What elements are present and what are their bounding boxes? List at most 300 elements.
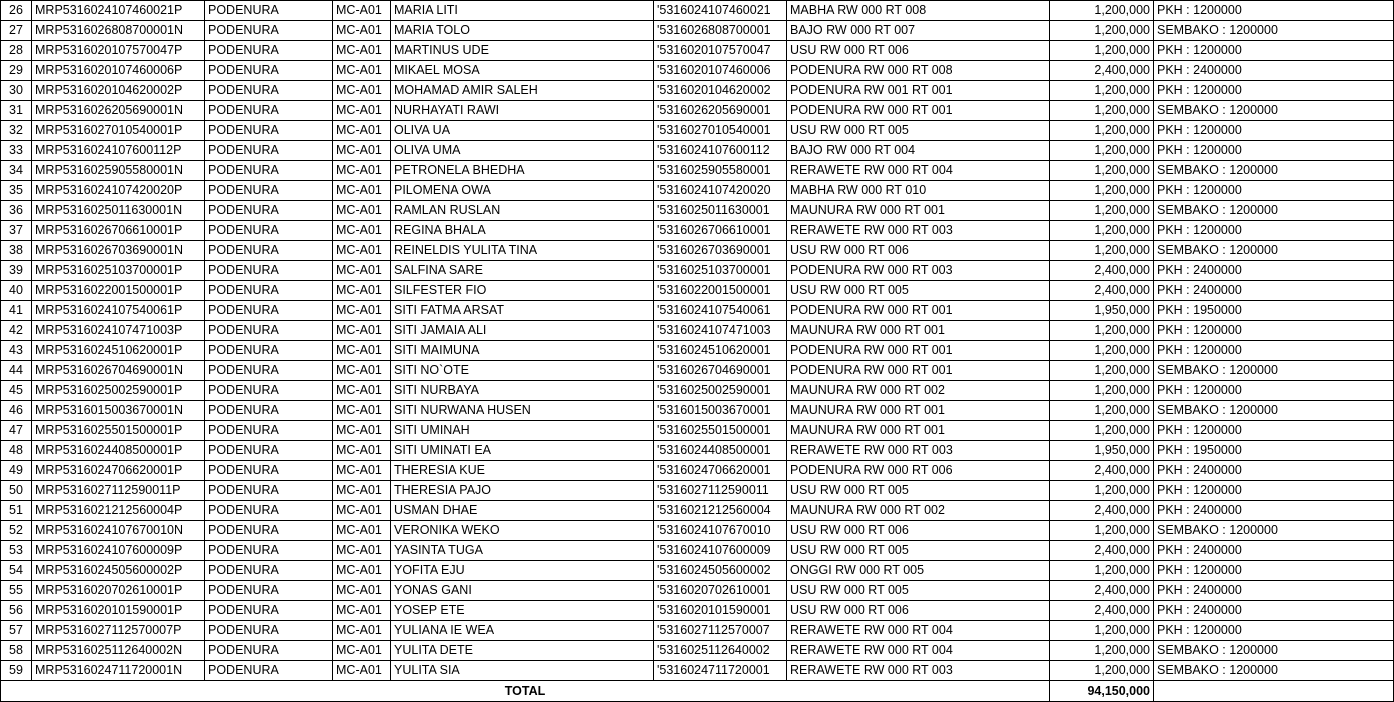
village-cell: PODENURA xyxy=(205,421,333,441)
program-cell: PKH : 2400000 xyxy=(1154,61,1394,81)
nik-cell: '5316025011630001 xyxy=(654,201,787,221)
table-row xyxy=(1,501,1394,521)
recipient-id-cell: MRP5316020702610001P xyxy=(32,581,205,601)
name-cell: SALFINA SARE xyxy=(391,261,654,281)
table-row xyxy=(1,601,1394,621)
nik-cell: '5316026706610001 xyxy=(654,221,787,241)
recipient-id-cell: MRP5316024107600112P xyxy=(32,141,205,161)
nik-cell: '5316020107460006 xyxy=(654,61,787,81)
village-cell: PODENURA xyxy=(205,1,333,21)
address-cell: RERAWETE RW 000 RT 003 xyxy=(787,221,1050,241)
village-cell: PODENURA xyxy=(205,281,333,301)
amount-cell: 1,200,000 xyxy=(1050,161,1154,181)
table-row xyxy=(1,621,1394,641)
recipient-id-cell: MRP5316026704690001N xyxy=(32,361,205,381)
amount-cell: 1,200,000 xyxy=(1050,141,1154,161)
row-number-cell: 32 xyxy=(1,121,32,141)
table-row xyxy=(1,121,1394,141)
recipient-id-cell: MRP5316024510620001P xyxy=(32,341,205,361)
row-number-cell: 37 xyxy=(1,221,32,241)
row-number-cell: 27 xyxy=(1,21,32,41)
amount-cell: 1,200,000 xyxy=(1050,201,1154,221)
program-cell: PKH : 1200000 xyxy=(1154,561,1394,581)
row-number-cell: 42 xyxy=(1,321,32,341)
recipient-id-cell: MRP5316024408500001P xyxy=(32,441,205,461)
table-row xyxy=(1,261,1394,281)
program-cell: PKH : 1950000 xyxy=(1154,301,1394,321)
name-cell: YOFITA EJU xyxy=(391,561,654,581)
row-number-cell: 30 xyxy=(1,81,32,101)
recipient-id-cell: MRP5316024107670010N xyxy=(32,521,205,541)
amount-cell: 1,200,000 xyxy=(1050,21,1154,41)
code-cell: MC-A01 xyxy=(333,561,391,581)
name-cell: MIKAEL MOSA xyxy=(391,61,654,81)
program-cell: PKH : 1200000 xyxy=(1154,381,1394,401)
amount-cell: 1,200,000 xyxy=(1050,1,1154,21)
name-cell: SILFESTER FIO xyxy=(391,281,654,301)
nik-cell: '5316021212560004 xyxy=(654,501,787,521)
recipient-id-cell: MRP5316026808700001N xyxy=(32,21,205,41)
name-cell: OLIVA UA xyxy=(391,121,654,141)
name-cell: YULIANA IE WEA xyxy=(391,621,654,641)
row-number-cell: 57 xyxy=(1,621,32,641)
address-cell: PODENURA RW 000 RT 003 xyxy=(787,261,1050,281)
code-cell: MC-A01 xyxy=(333,341,391,361)
nik-cell: '5316024505600002 xyxy=(654,561,787,581)
program-cell: SEMBAKO : 1200000 xyxy=(1154,161,1394,181)
program-cell: PKH : 2400000 xyxy=(1154,261,1394,281)
table-row xyxy=(1,441,1394,461)
address-cell: USU RW 000 RT 006 xyxy=(787,41,1050,61)
recipient-id-cell: MRP5316026703690001N xyxy=(32,241,205,261)
program-cell: PKH : 2400000 xyxy=(1154,541,1394,561)
code-cell: MC-A01 xyxy=(333,241,391,261)
row-number-cell: 58 xyxy=(1,641,32,661)
name-cell: YOSEP ETE xyxy=(391,601,654,621)
name-cell: YULITA DETE xyxy=(391,641,654,661)
row-number-cell: 33 xyxy=(1,141,32,161)
address-cell: USU RW 000 RT 005 xyxy=(787,281,1050,301)
village-cell: PODENURA xyxy=(205,461,333,481)
table-row xyxy=(1,541,1394,561)
address-cell: MAUNURA RW 000 RT 001 xyxy=(787,321,1050,341)
address-cell: MAUNURA RW 000 RT 001 xyxy=(787,421,1050,441)
amount-cell: 2,400,000 xyxy=(1050,461,1154,481)
name-cell: MARTINUS UDE xyxy=(391,41,654,61)
village-cell: PODENURA xyxy=(205,501,333,521)
code-cell: MC-A01 xyxy=(333,421,391,441)
nik-cell: '5316020107570047 xyxy=(654,41,787,61)
village-cell: PODENURA xyxy=(205,661,333,681)
nik-cell: '5316024107540061 xyxy=(654,301,787,321)
table-body xyxy=(1,1,1394,681)
name-cell: SITI UMINAH xyxy=(391,421,654,441)
village-cell: PODENURA xyxy=(205,41,333,61)
program-cell: SEMBAKO : 1200000 xyxy=(1154,641,1394,661)
name-cell: OLIVA UMA xyxy=(391,141,654,161)
recipient-id-cell: MRP5316025103700001P xyxy=(32,261,205,281)
name-cell: SITI NURWANA HUSEN xyxy=(391,401,654,421)
recipient-id-cell: MRP5316027010540001P xyxy=(32,121,205,141)
address-cell: PODENURA RW 000 RT 001 xyxy=(787,341,1050,361)
name-cell: NURHAYATI RAWI xyxy=(391,101,654,121)
name-cell: SITI FATMA ARSAT xyxy=(391,301,654,321)
table-row xyxy=(1,401,1394,421)
village-cell: PODENURA xyxy=(205,221,333,241)
amount-cell: 1,950,000 xyxy=(1050,301,1154,321)
name-cell: USMAN DHAE xyxy=(391,501,654,521)
amount-cell: 1,200,000 xyxy=(1050,561,1154,581)
amount-cell: 1,200,000 xyxy=(1050,81,1154,101)
address-cell: USU RW 000 RT 006 xyxy=(787,601,1050,621)
village-cell: PODENURA xyxy=(205,341,333,361)
program-cell: SEMBAKO : 1200000 xyxy=(1154,361,1394,381)
nik-cell: '5316025905580001 xyxy=(654,161,787,181)
amount-cell: 1,200,000 xyxy=(1050,181,1154,201)
row-number-cell: 47 xyxy=(1,421,32,441)
row-number-cell: 55 xyxy=(1,581,32,601)
nik-cell: '5316020104620002 xyxy=(654,81,787,101)
address-cell: USU RW 000 RT 005 xyxy=(787,541,1050,561)
code-cell: MC-A01 xyxy=(333,381,391,401)
name-cell: SITI NURBAYA xyxy=(391,381,654,401)
program-cell: SEMBAKO : 1200000 xyxy=(1154,661,1394,681)
nik-cell: '5316024711720001 xyxy=(654,661,787,681)
address-cell: RERAWETE RW 000 RT 003 xyxy=(787,441,1050,461)
address-cell: PODENURA RW 000 RT 008 xyxy=(787,61,1050,81)
row-number-cell: 39 xyxy=(1,261,32,281)
row-number-cell: 41 xyxy=(1,301,32,321)
row-number-cell: 34 xyxy=(1,161,32,181)
amount-cell: 1,950,000 xyxy=(1050,441,1154,461)
recipient-id-cell: MRP5316024107460021P xyxy=(32,1,205,21)
row-number-cell: 56 xyxy=(1,601,32,621)
village-cell: PODENURA xyxy=(205,261,333,281)
nik-cell: '5316024107670010 xyxy=(654,521,787,541)
nik-cell: '5316025112640002 xyxy=(654,641,787,661)
village-cell: PODENURA xyxy=(205,581,333,601)
recipient-id-cell: MRP5316020101590001P xyxy=(32,601,205,621)
table-row xyxy=(1,301,1394,321)
nik-cell: '5316027112570007 xyxy=(654,621,787,641)
nik-cell: '5316024107460021 xyxy=(654,1,787,21)
recipient-id-cell: MRP5316025112640002N xyxy=(32,641,205,661)
village-cell: PODENURA xyxy=(205,61,333,81)
recipient-id-cell: MRP5316027112570007P xyxy=(32,621,205,641)
program-cell: SEMBAKO : 1200000 xyxy=(1154,21,1394,41)
table-row xyxy=(1,221,1394,241)
code-cell: MC-A01 xyxy=(333,621,391,641)
village-cell: PODENURA xyxy=(205,21,333,41)
name-cell: SITI UMINATI EA xyxy=(391,441,654,461)
recipient-id-cell: MRP5316020104620002P xyxy=(32,81,205,101)
row-number-cell: 53 xyxy=(1,541,32,561)
address-cell: MAUNURA RW 000 RT 001 xyxy=(787,201,1050,221)
table-row xyxy=(1,461,1394,481)
nik-cell: '5316024107471003 xyxy=(654,321,787,341)
village-cell: PODENURA xyxy=(205,641,333,661)
nik-cell: '5316024408500001 xyxy=(654,441,787,461)
code-cell: MC-A01 xyxy=(333,321,391,341)
code-cell: MC-A01 xyxy=(333,161,391,181)
address-cell: USU RW 000 RT 005 xyxy=(787,581,1050,601)
table-row xyxy=(1,41,1394,61)
amount-cell: 1,200,000 xyxy=(1050,41,1154,61)
code-cell: MC-A01 xyxy=(333,201,391,221)
program-cell: PKH : 1200000 xyxy=(1154,81,1394,101)
address-cell: PODENURA RW 000 RT 001 xyxy=(787,361,1050,381)
row-number-cell: 49 xyxy=(1,461,32,481)
code-cell: MC-A01 xyxy=(333,441,391,461)
village-cell: PODENURA xyxy=(205,441,333,461)
program-cell: PKH : 2400000 xyxy=(1154,581,1394,601)
program-cell: PKH : 2400000 xyxy=(1154,501,1394,521)
village-cell: PODENURA xyxy=(205,561,333,581)
table-row xyxy=(1,641,1394,661)
address-cell: MAUNURA RW 000 RT 002 xyxy=(787,501,1050,521)
table-row xyxy=(1,421,1394,441)
amount-cell: 1,200,000 xyxy=(1050,341,1154,361)
village-cell: PODENURA xyxy=(205,481,333,501)
code-cell: MC-A01 xyxy=(333,541,391,561)
nik-cell: '5316025501500001 xyxy=(654,421,787,441)
code-cell: MC-A01 xyxy=(333,521,391,541)
table-row xyxy=(1,321,1394,341)
code-cell: MC-A01 xyxy=(333,501,391,521)
table-row xyxy=(1,361,1394,381)
address-cell: USU RW 000 RT 005 xyxy=(787,121,1050,141)
recipient-id-cell: MRP5316024107420020P xyxy=(32,181,205,201)
amount-cell: 2,400,000 xyxy=(1050,501,1154,521)
amount-cell: 1,200,000 xyxy=(1050,521,1154,541)
amount-cell: 1,200,000 xyxy=(1050,321,1154,341)
amount-cell: 1,200,000 xyxy=(1050,241,1154,261)
name-cell: REINELDIS YULITA TINA xyxy=(391,241,654,261)
name-cell: YONAS GANI xyxy=(391,581,654,601)
table-row xyxy=(1,341,1394,361)
code-cell: MC-A01 xyxy=(333,181,391,201)
amount-cell: 1,200,000 xyxy=(1050,361,1154,381)
code-cell: MC-A01 xyxy=(333,41,391,61)
row-number-cell: 52 xyxy=(1,521,32,541)
table-row xyxy=(1,581,1394,601)
program-cell: PKH : 2400000 xyxy=(1154,461,1394,481)
village-cell: PODENURA xyxy=(205,601,333,621)
recipient-id-cell: MRP5316020107460006P xyxy=(32,61,205,81)
recipient-id-cell: MRP5316020107570047P xyxy=(32,41,205,61)
table-row xyxy=(1,141,1394,161)
address-cell: BAJO RW 000 RT 007 xyxy=(787,21,1050,41)
nik-cell: '5316025002590001 xyxy=(654,381,787,401)
program-cell: PKH : 1200000 xyxy=(1154,41,1394,61)
name-cell: RAMLAN RUSLAN xyxy=(391,201,654,221)
address-cell: MAUNURA RW 000 RT 002 xyxy=(787,381,1050,401)
amount-cell: 1,200,000 xyxy=(1050,621,1154,641)
recipient-id-cell: MRP5316025002590001P xyxy=(32,381,205,401)
nik-cell: '5316024510620001 xyxy=(654,341,787,361)
recipient-id-cell: MRP5316027112590011P xyxy=(32,481,205,501)
address-cell: USU RW 000 RT 006 xyxy=(787,521,1050,541)
code-cell: MC-A01 xyxy=(333,21,391,41)
code-cell: MC-A01 xyxy=(333,101,391,121)
village-cell: PODENURA xyxy=(205,361,333,381)
row-number-cell: 38 xyxy=(1,241,32,261)
row-number-cell: 31 xyxy=(1,101,32,121)
program-cell: PKH : 2400000 xyxy=(1154,281,1394,301)
code-cell: MC-A01 xyxy=(333,461,391,481)
code-cell: MC-A01 xyxy=(333,361,391,381)
name-cell: REGINA BHALA xyxy=(391,221,654,241)
address-cell: MABHA RW 000 RT 010 xyxy=(787,181,1050,201)
total-row xyxy=(1,681,1394,702)
address-cell: MAUNURA RW 000 RT 001 xyxy=(787,401,1050,421)
row-number-cell: 26 xyxy=(1,1,32,21)
code-cell: MC-A01 xyxy=(333,661,391,681)
name-cell: THERESIA KUE xyxy=(391,461,654,481)
address-cell: ONGGI RW 000 RT 005 xyxy=(787,561,1050,581)
village-cell: PODENURA xyxy=(205,521,333,541)
address-cell: RERAWETE RW 000 RT 004 xyxy=(787,641,1050,661)
table-row xyxy=(1,101,1394,121)
row-number-cell: 51 xyxy=(1,501,32,521)
row-number-cell: 46 xyxy=(1,401,32,421)
amount-cell: 1,200,000 xyxy=(1050,121,1154,141)
village-cell: PODENURA xyxy=(205,541,333,561)
nik-cell: '5316027112590011 xyxy=(654,481,787,501)
row-number-cell: 48 xyxy=(1,441,32,461)
nik-cell: '5316020702610001 xyxy=(654,581,787,601)
program-cell: SEMBAKO : 1200000 xyxy=(1154,401,1394,421)
program-cell: SEMBAKO : 1200000 xyxy=(1154,201,1394,221)
nik-cell: '5316026205690001 xyxy=(654,101,787,121)
table-row xyxy=(1,561,1394,581)
amount-cell: 1,200,000 xyxy=(1050,381,1154,401)
name-cell: MARIA LITI xyxy=(391,1,654,21)
name-cell: YULITA SIA xyxy=(391,661,654,681)
amount-cell: 2,400,000 xyxy=(1050,261,1154,281)
total-amount: 94,150,000 xyxy=(1050,681,1154,702)
address-cell: PODENURA RW 001 RT 001 xyxy=(787,81,1050,101)
name-cell: MARIA TOLO xyxy=(391,21,654,41)
village-cell: PODENURA xyxy=(205,161,333,181)
row-number-cell: 29 xyxy=(1,61,32,81)
row-number-cell: 50 xyxy=(1,481,32,501)
recipient-id-cell: MRP5316026706610001P xyxy=(32,221,205,241)
name-cell: SITI MAIMUNA xyxy=(391,341,654,361)
amount-cell: 1,200,000 xyxy=(1050,221,1154,241)
recipient-id-cell: MRP5316024711720001N xyxy=(32,661,205,681)
row-number-cell: 45 xyxy=(1,381,32,401)
village-cell: PODENURA xyxy=(205,141,333,161)
table-row xyxy=(1,161,1394,181)
recipient-id-cell: MRP5316021212560004P xyxy=(32,501,205,521)
name-cell: PILOMENA OWA xyxy=(391,181,654,201)
table-row xyxy=(1,481,1394,501)
recipient-id-cell: MRP5316024107600009P xyxy=(32,541,205,561)
address-cell: RERAWETE RW 000 RT 004 xyxy=(787,161,1050,181)
row-number-cell: 28 xyxy=(1,41,32,61)
program-cell: SEMBAKO : 1200000 xyxy=(1154,101,1394,121)
name-cell: VERONIKA WEKO xyxy=(391,521,654,541)
nik-cell: '5316025103700001 xyxy=(654,261,787,281)
nik-cell: '5316020101590001 xyxy=(654,601,787,621)
amount-cell: 2,400,000 xyxy=(1050,541,1154,561)
amount-cell: 2,400,000 xyxy=(1050,581,1154,601)
address-cell: RERAWETE RW 000 RT 004 xyxy=(787,621,1050,641)
nik-cell: '5316024107420020 xyxy=(654,181,787,201)
recipient-id-cell: MRP5316026205690001N xyxy=(32,101,205,121)
code-cell: MC-A01 xyxy=(333,221,391,241)
program-cell: PKH : 1200000 xyxy=(1154,481,1394,501)
nik-cell: '5316024706620001 xyxy=(654,461,787,481)
recipient-id-cell: MRP5316015003670001N xyxy=(32,401,205,421)
name-cell: YASINTA TUGA xyxy=(391,541,654,561)
village-cell: PODENURA xyxy=(205,81,333,101)
amount-cell: 1,200,000 xyxy=(1050,401,1154,421)
code-cell: MC-A01 xyxy=(333,601,391,621)
address-cell: PODENURA RW 000 RT 001 xyxy=(787,301,1050,321)
table-row xyxy=(1,281,1394,301)
code-cell: MC-A01 xyxy=(333,261,391,281)
program-cell: PKH : 1200000 xyxy=(1154,421,1394,441)
row-number-cell: 54 xyxy=(1,561,32,581)
table-row xyxy=(1,181,1394,201)
village-cell: PODENURA xyxy=(205,401,333,421)
nik-cell: '5316026704690001 xyxy=(654,361,787,381)
code-cell: MC-A01 xyxy=(333,581,391,601)
program-cell: PKH : 1200000 xyxy=(1154,321,1394,341)
row-number-cell: 36 xyxy=(1,201,32,221)
program-cell: PKH : 1200000 xyxy=(1154,341,1394,361)
code-cell: MC-A01 xyxy=(333,641,391,661)
program-cell: PKH : 1200000 xyxy=(1154,181,1394,201)
name-cell: PETRONELA BHEDHA xyxy=(391,161,654,181)
code-cell: MC-A01 xyxy=(333,141,391,161)
table-row xyxy=(1,381,1394,401)
row-number-cell: 44 xyxy=(1,361,32,381)
program-cell: PKH : 2400000 xyxy=(1154,601,1394,621)
program-cell: PKH : 1200000 xyxy=(1154,1,1394,21)
address-cell: BAJO RW 000 RT 004 xyxy=(787,141,1050,161)
address-cell: PODENURA RW 000 RT 006 xyxy=(787,461,1050,481)
village-cell: PODENURA xyxy=(205,121,333,141)
nik-cell: '5316024107600009 xyxy=(654,541,787,561)
table-row xyxy=(1,21,1394,41)
village-cell: PODENURA xyxy=(205,301,333,321)
village-cell: PODENURA xyxy=(205,381,333,401)
amount-cell: 1,200,000 xyxy=(1050,641,1154,661)
code-cell: MC-A01 xyxy=(333,481,391,501)
recipient-id-cell: MRP5316025905580001N xyxy=(32,161,205,181)
address-cell: USU RW 000 RT 005 xyxy=(787,481,1050,501)
amount-cell: 1,200,000 xyxy=(1050,481,1154,501)
village-cell: PODENURA xyxy=(205,101,333,121)
program-cell: SEMBAKO : 1200000 xyxy=(1154,241,1394,261)
code-cell: MC-A01 xyxy=(333,121,391,141)
village-cell: PODENURA xyxy=(205,201,333,221)
village-cell: PODENURA xyxy=(205,621,333,641)
nik-cell: '5316026703690001 xyxy=(654,241,787,261)
village-cell: PODENURA xyxy=(205,321,333,341)
table-row xyxy=(1,1,1394,21)
recipient-id-cell: MRP5316024107540061P xyxy=(32,301,205,321)
code-cell: MC-A01 xyxy=(333,301,391,321)
recipient-id-cell: MRP5316025501500001P xyxy=(32,421,205,441)
table-row xyxy=(1,521,1394,541)
nik-cell: '5316026808700001 xyxy=(654,21,787,41)
address-cell: PODENURA RW 000 RT 001 xyxy=(787,101,1050,121)
name-cell: SITI JAMAIA ALI xyxy=(391,321,654,341)
